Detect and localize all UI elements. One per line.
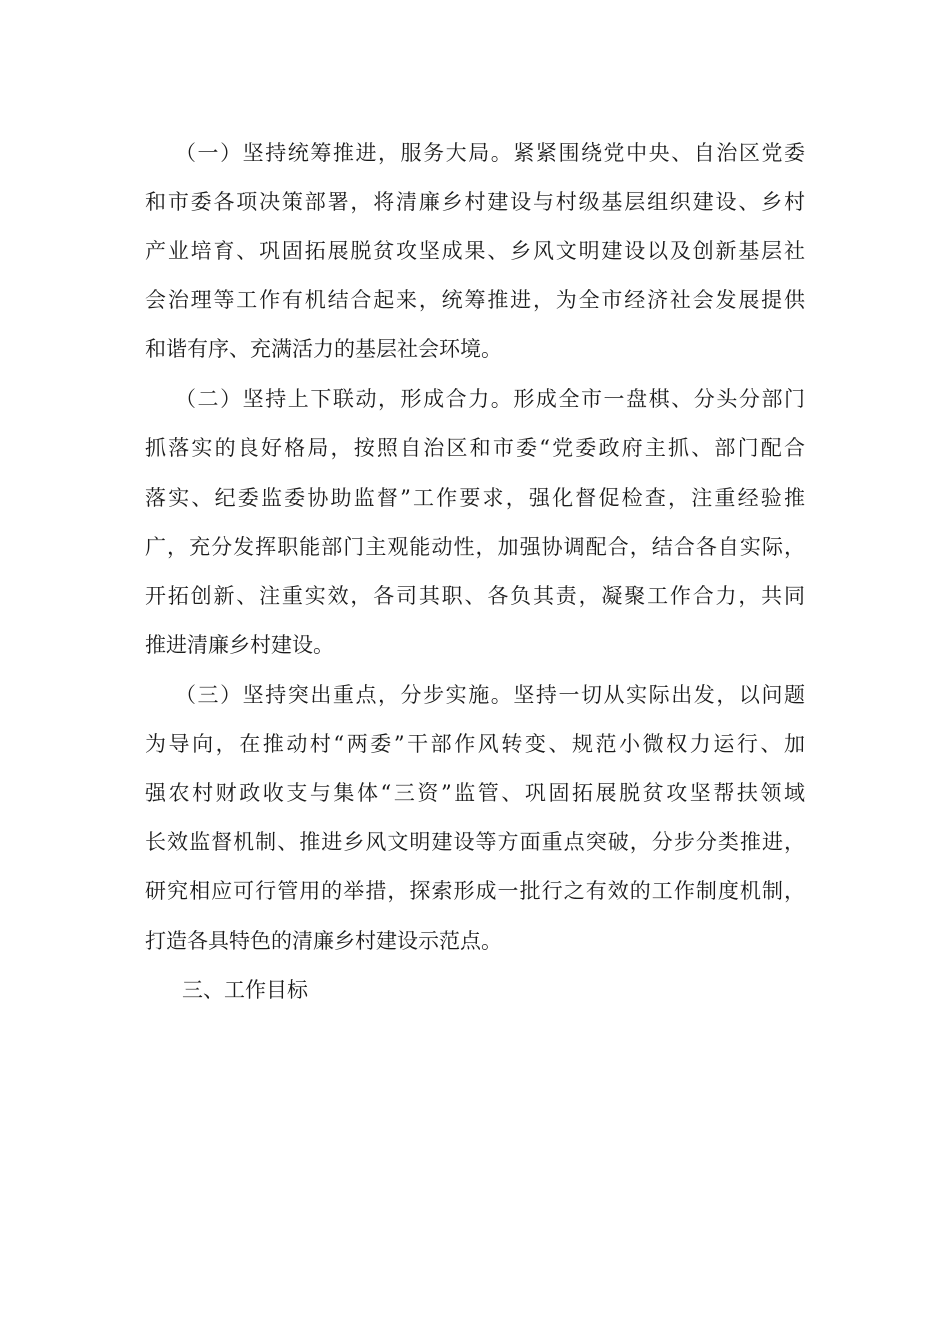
paragraph-1-line-2: 和市委各项决策部署，将清廉乡村建设与村级基层组织建设、乡村	[145, 190, 805, 214]
paragraph-2-line-2: 抓落实的良好格局，按照自治区和市委“党委政府主抓、部门配合	[145, 436, 805, 460]
paragraph-2-line-1: （二）坚持上下联动，形成合力。形成全市一盘棋、分头分部门	[175, 387, 805, 411]
paragraph-3-line-6: 打造各具特色的清廉乡村建设示范点。	[145, 929, 502, 953]
paragraph-3-line-5: 研究相应可行管用的举措，探索形成一批行之有效的工作制度机制，	[145, 879, 805, 903]
paragraph-1-line-1: （一）坚持统筹推进，服务大局。紧紧围绕党中央、自治区党委	[175, 141, 805, 165]
paragraph-3-line-3: 强农村财政收支与集体“三资”监管、巩固拓展脱贫攻坚帮扶领域	[145, 781, 805, 805]
paragraph-2-line-3: 落实、纪委监委协助监督”工作要求，强化督促检查，注重经验推	[145, 486, 805, 510]
paragraph-3-line-4: 长效监督机制、推进乡风文明建设等方面重点突破，分步分类推进，	[145, 830, 805, 854]
paragraph-2-line-4: 广，充分发挥职能部门主观能动性，加强协调配合，结合各自实际，	[145, 535, 805, 559]
paragraph-2-line-6: 推进清廉乡村建设。	[145, 633, 334, 657]
paragraph-3-line-1: （三）坚持突出重点，分步实施。坚持一切从实际出发，以问题	[175, 683, 805, 707]
paragraph-2-line-5: 开拓创新、注重实效，各司其职、各负其责，凝聚工作合力，共同	[145, 584, 805, 608]
paragraph-1-line-3: 产业培育、巩固拓展脱贫攻坚成果、乡风文明建设以及创新基层社	[145, 239, 805, 263]
section-heading: 三、工作目标	[182, 978, 308, 1002]
paragraph-1-line-5: 和谐有序、充满活力的基层社会环境。	[145, 337, 502, 361]
paragraph-3-line-2: 为导向，在推动村“两委”干部作风转变、规范小微权力运行、加	[145, 732, 805, 756]
paragraph-1-line-4: 会治理等工作有机结合起来，统筹推进，为全市经济社会发展提供	[145, 288, 805, 312]
